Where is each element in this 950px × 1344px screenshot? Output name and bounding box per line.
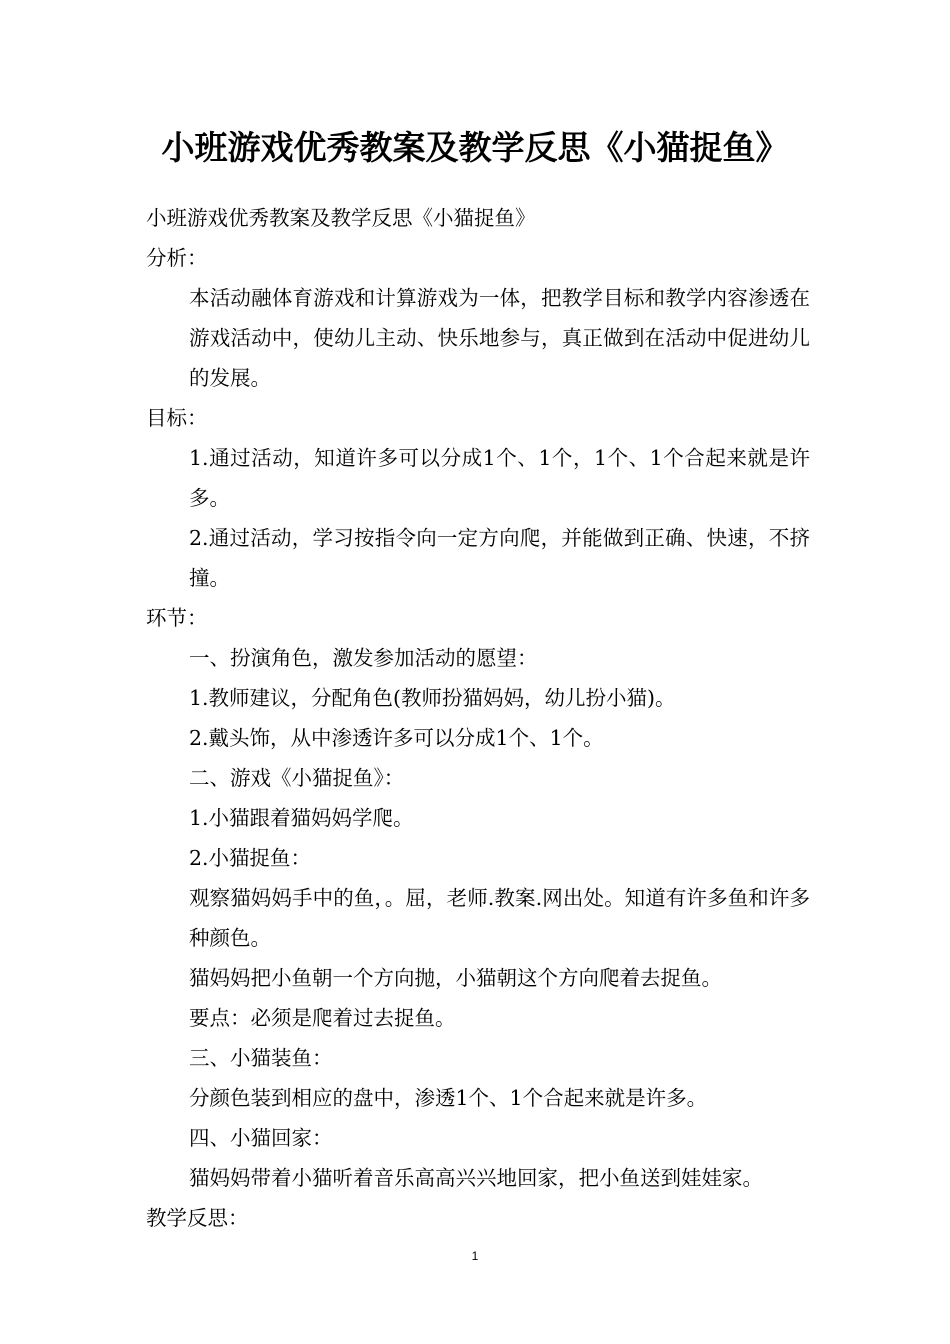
page-title: 小班游戏优秀教案及教学反思《小猫捉鱼》 [161, 128, 789, 167]
paragraph: 四、小猫回家： [189, 1126, 333, 1150]
paragraph: 要点：必须是爬着过去捉鱼。 [189, 1006, 456, 1030]
paragraph: 2.小猫捉鱼： [189, 846, 312, 870]
paragraph: 分颜色装到相应的盘中，渗透1个、1个合起来就是许多。 [189, 1086, 708, 1110]
paragraph: 二、游戏《小猫捉鱼》： [189, 766, 405, 790]
paragraph: 猫妈妈把小鱼朝一个方向抛，小猫朝这个方向爬着去捉鱼。 [189, 966, 722, 990]
document-body [146, 198, 810, 1238]
paragraph: 观察猫妈妈手中的鱼，。屈，老师.教案.网出处。知道有许多鱼和许多种颜色。 [189, 886, 810, 950]
paragraph: 本活动融体育游戏和计算游戏为一体，把教学目标和教学内容渗透在游戏活动中，使幼儿主动、快乐地参与，真正做到在活动中促进幼儿的发展。 [189, 286, 810, 390]
paragraph: 三、小猫装鱼： [189, 1046, 333, 1070]
paragraph: 1.教师建议，分配角色(教师扮猫妈妈，幼儿扮小猫)。 [189, 686, 676, 710]
section-label: 教学反思： [146, 1206, 249, 1230]
section-label: 环节： [146, 606, 208, 630]
paragraph: 2.戴头饰，从中渗透许多可以分成1个、1个。 [189, 726, 604, 750]
page-number: 1 [471, 1249, 479, 1263]
section-label: 分析： [146, 246, 208, 270]
paragraph: 猫妈妈带着小猫听着音乐高高兴兴地回家，把小鱼送到娃娃家。 [189, 1166, 763, 1190]
paragraph: 小班游戏优秀教案及教学反思《小猫捉鱼》 [146, 206, 536, 230]
paragraph: 1.通过活动，知道许多可以分成1个、1个，1个、1个合起来就是许多。 [189, 446, 810, 510]
section-label: 目标： [146, 406, 208, 430]
paragraph: 一、扮演角色，激发参加活动的愿望： [189, 646, 538, 670]
paragraph: 1.小猫跟着猫妈妈学爬。 [189, 806, 414, 830]
paragraph: 2.通过活动，学习按指令向一定方向爬，并能做到正确、快速，不挤撞。 [189, 526, 810, 590]
